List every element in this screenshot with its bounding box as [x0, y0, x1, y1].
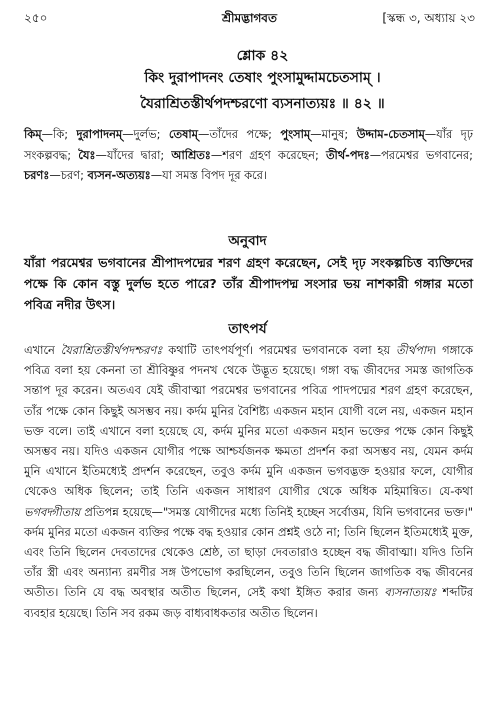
- synonym-meaning: শরণ গ্রহণ করেছেন: [222, 147, 315, 162]
- purport-paragraph: [24, 340, 473, 623]
- verse-heading: শ্লোক ৪২: [236, 48, 289, 64]
- verse-line-1: কিং দুরাপাদনং তেষাং পুংসামুদ্দামচেতসাম্ ।: [144, 70, 381, 86]
- book-title: শ্রীমদ্ভাগবত: [221, 11, 277, 25]
- purport-italic-term: তীর্থপাদ: [395, 343, 433, 357]
- synonym-meaning: যা সমস্ত বিপদ দূর করে।: [162, 168, 267, 182]
- synonym-term: কিম্: [24, 127, 42, 141]
- purport-text-segment: শব্দটির ব্যবহার হয়েছে। তিনি সব রকম জড় বাধ্যবাধকতার অতীত ছিলেন।: [24, 585, 473, 620]
- synonym-term: আশ্রিতঃ: [171, 147, 211, 162]
- word-synonyms: কিম্—কি; দুরাপাদনম্—দুর্লভ; তেষাম্—তাঁদের পক্ষে; পুংসাম্—মানুষ; উদ্দাম-চেতসাম্—যাঁর দৃঢ় সংকল্পবদ্ধ; যৈঃ—যাঁদের দ্বারা; আশ্রিতঃ—শরণ গ্রহণ করেছেন; তীর্থ-পদঃ—পরমেশ্বর ভগবানের; চরণঃ—চরণ; ব্যসন-অত্যয়ঃ—যা সমস্ত বিপদ দূর করে।: [24, 127, 473, 182]
- synonym-meaning: চরণ: [60, 168, 81, 182]
- synonym-term: দুরাপাদনম্: [76, 127, 123, 141]
- synonym-term: উদ্দাম-চেতসাম্: [356, 127, 425, 141]
- purport-italic-term: যৈরাশ্রিতস্তীর্থপদশ্চরণঃ: [60, 343, 163, 357]
- synonym-meaning: দুর্লভ: [133, 127, 157, 141]
- translation-text: যাঁরা পরমেশ্বর ভগবানের শ্রীপাদপদ্মের শরণ গ্রহণ করেছেন, সেই দৃঢ় সংকল্পচিত্ত ব্যক্তিদের পক্ষে কি কোন বস্তু দুর্লভ হতে পারে? তাঁর শ্রীপাদপদ্ম সংসার ভয় নাশকারী গঙ্গার মতো পবিত্র নদীর উৎস।: [24, 255, 473, 312]
- synonym-term: চরণঃ: [24, 168, 50, 182]
- purport-heading: তাৎপর্য: [228, 321, 267, 337]
- synonym-term: তেষাম্: [168, 127, 198, 141]
- synonym-meaning: কি: [52, 127, 65, 141]
- verse-line-2: যৈরাশ্রিতস্তীর্থপদশ্চরণো ব্যসনাত্যয়ঃ ॥ ৪২ ॥: [140, 96, 385, 112]
- chapter-reference: [স্কন্ধ ৩, অধ্যায় ২৩: [382, 11, 475, 25]
- purport-italic-term: ভগবদ্গীতায়: [24, 504, 81, 519]
- synonym-term: ব্যসন-অত্যয়ঃ: [87, 168, 151, 182]
- synonym-term: পুংসাম্: [280, 127, 311, 141]
- synonym-meaning: যাঁর দৃঢ় সংকল্পবদ্ধ: [24, 127, 473, 162]
- page-number: ২৫০: [24, 11, 48, 25]
- purport-text-segment: প্রতিপন্ন হয়েছে—"সমস্ত যোগীদের মধ্যে তিনিই হচ্ছেন সর্বোত্তম, যিনি ভগবানের ভক্ত।" কর্দম মুনির মতো একজন ব্যক্তির পক্ষে বদ্ধ হওয়ার কোন প্রশ্নই ওঠে না; তিনি ছিলেন ইতিমধ্যেই মুক্ত, এবং তিনি ছিলেন দেবতাদের থেকেও শ্রেষ্ঠ, তা ছাড়া দেবতারাও হচ্ছেন বদ্ধ জীবাত্মা। যদিও তিনি তাঁর স্ত্রী এবং অন্যান্য রমণীর সঙ্গ উপভোগ করছিলেন, তবুও তিনি ছিলেন জাগতিক বদ্ধ জীবনের অতীত। তিনি যে বদ্ধ অবস্থার অতীত ছিলেন, সেই কথা ইঙ্গিত করার জন্য: [24, 504, 473, 600]
- purport-text-segment: এখানে: [24, 343, 61, 357]
- purport-text-segment: । গঙ্গাকে পবিত্র বলা হয় কেননা তা শ্রীবিষ্ণুর পদনখ থেকে উদ্ভূত হয়েছে। গঙ্গা বদ্ধ জীবদের সমস্ত জাগতিক সন্তাপ দূর করেন। অতএব যেই জীবাত্মা পরমেশ্বর ভগবানের পবিত্র পাদপদ্মের শরণ গ্রহণ করেছেন, তাঁর পক্ষে কোন কিছুই অসম্ভব নয়। কর্দম মুনির বৈশিষ্ট্য একজন মহান যোগী বলে নয়, একজন মহান ভক্ত বলে। তাই এখানে বলা হয়েছে যে, কর্দম মুনির মতো একজন মহান ভক্তের পক্ষে কোন কিছুই অসম্ভব নয়। যদিও একজন যোগীর পক্ষে আশ্চর্যজনক ক্ষমতা প্রদর্শন করা অসম্ভব নয়, যেমন কর্দম মুনি এখানে ইতিমধ্যেই প্রদর্শন করেছেন, তবুও কর্দম মুনি একজন ভগবদ্ভক্ত হওয়ার ফলে, যোগীর থেকেও অধিক ছিলেন; তাই তিনি একজন সাধারণ যোগীর থেকে অধিক মহিমান্বিত। যে-কথা: [24, 343, 473, 499]
- page-header: [24, 10, 475, 30]
- purport-italic-term: ব্যসনাত্যয়ঃ: [384, 585, 437, 600]
- synonym-term: তীর্থ-পদঃ: [325, 147, 370, 162]
- synonym-meaning: যাঁদের দ্বারা: [106, 147, 161, 162]
- purport-text-segment: কথাটি তাৎপর্যপূর্ণ। পরমেশ্বর ভগবানকে বলা হয়: [162, 343, 396, 357]
- synonym-meaning: পরমেশ্বর ভগবানের: [381, 147, 470, 162]
- translation-heading: অনুবাদ: [228, 233, 267, 249]
- synonym-meaning: তাঁদের পক্ষে: [209, 127, 269, 141]
- purport-text: [24, 340, 473, 623]
- synonym-meaning: মানুষ: [321, 127, 345, 141]
- synonym-term: যৈঃ: [78, 147, 96, 162]
